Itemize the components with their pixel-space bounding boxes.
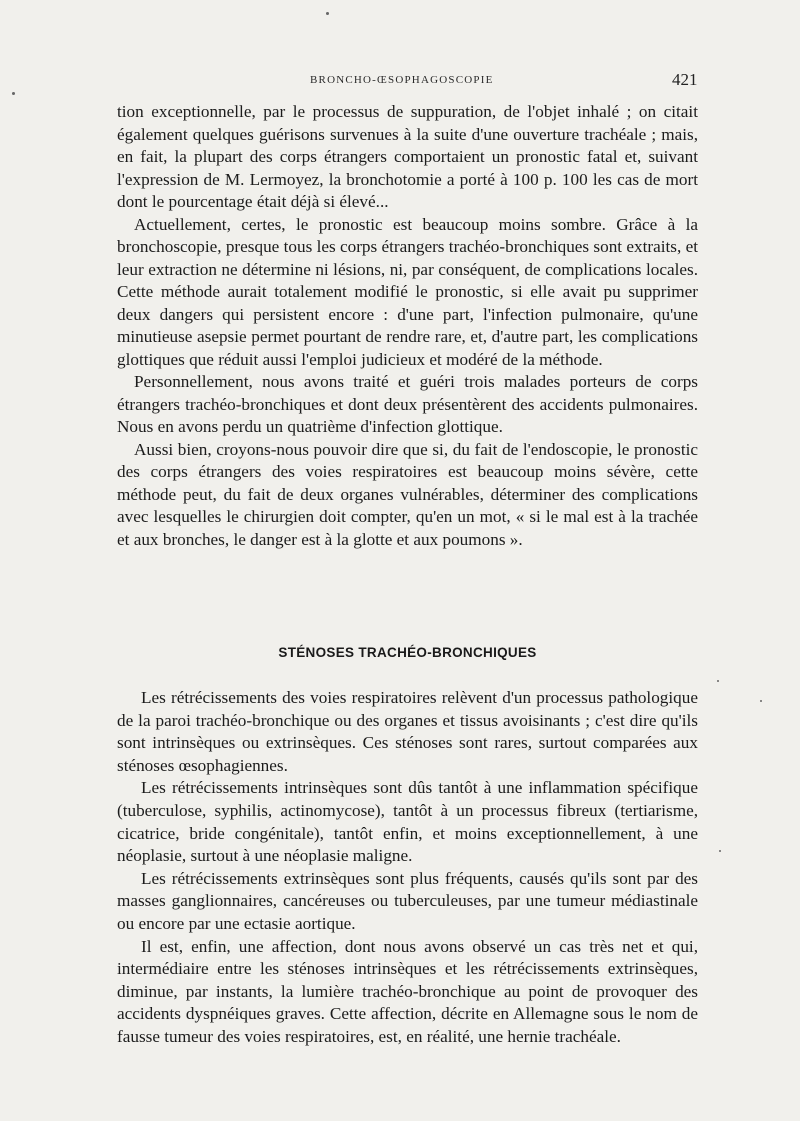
print-speck xyxy=(719,850,721,852)
print-speck xyxy=(760,700,762,702)
section-paragraph-2: Les rétrécissements intrinsèques sont dûs tantôt à une inflammation spécifique (tuberculose, syphilis, actinomycose), tantôt à un processus fibreux (tertiarisme, cicatrice, bride congénitale), tantôt enfin, et moins exceptionnellement, à une néoplasie, surtout à une néoplasie maligne. xyxy=(117,778,698,866)
page-number: 421 xyxy=(672,70,698,89)
section-heading: STÉNOSES TRACHÉO-BRONCHIQUES xyxy=(278,645,537,660)
paragraph-1: tion exceptionnelle, par le processus de suppuration, de l'objet inhalé ; on citait également quelques guérisons survenues à la suite d'une ouverture trachéale ; mais, en fait, la plupart des corps étrangers comportaient un pronostic fatal et, suivant l'expression de M. Lermoyez, la bronchotomie a porté à 100 p. 100 les cas de mort dont le pourcentage était déjà si élevé... xyxy=(117,102,698,211)
main-text xyxy=(117,101,698,551)
section-paragraph-4: Il est, enfin, une affection, dont nous avons observé un cas très net et qui, intermédiaire entre les sténoses intrinsèques et les rétrécissements extrinsèques, diminue, par instants, la lumière trachéo-bronchique au point de provoquer des accidents dyspnéiques graves. Cette affection, décrite en Allemagne sous le nom de fausse tumeur des voies respiratoires, est, en réalité, une hernie trachéale. xyxy=(117,936,698,1046)
section-paragraph-1: Les rétrécissements des voies respiratoires relèvent d'un processus pathologique de la paroi trachéo-bronchique ou des organes et tissus avoisinants ; c'est dire qu'ils sont intrinsèques ou extrinsèques. Ces sténoses sont rares, surtout comparées aux sténoses œsophagiennes. xyxy=(117,688,698,775)
print-speck xyxy=(717,680,719,682)
paragraph-4: Aussi bien, croyons-nous pouvoir dire que si, du fait de l'endoscopie, le pronostic des corps étrangers des voies respiratoires est beaucoup moins sévère, cette méthode peut, du fait de deux organes vulnérables, déterminer des complications avec lesquelles le chirurgien doit compter, qu'en un mot, « si le mal est à la trachée et aux bronches, le danger est à la glotte et aux poumons ». xyxy=(117,439,698,549)
paragraph-3: Personnellement, nous avons traité et guéri trois malades porteurs de corps étrangers trachéo-bronchiques et dont deux présentèrent des accidents pulmonaires. Nous en avons perdu un quatrième d'infection glottique. xyxy=(117,372,698,436)
section-paragraph-3: Les rétrécissements extrinsèques sont plus fréquents, causés qu'ils sont par des masses ganglionnaires, cancéreuses ou tuberculeuses, par une tumeur médiastinale ou encore par une ectasie aortique. xyxy=(117,868,698,933)
running-title: BRONCHO-ŒSOPHAGOSCOPIE xyxy=(310,74,494,86)
print-speck xyxy=(326,12,329,15)
print-speck xyxy=(12,92,15,95)
paragraph-2: Actuellement, certes, le pronostic est beaucoup moins sombre. Grâce à la bronchoscopie, presque tous les corps étrangers trachéo-bronchiques sont extraits, et leur extraction ne détermine ni lésions, ni, par conséquent, de complications locales. Cette méthode aurait totalement modifié le pronostic, si elle avait pu supprimer deux dangers qui persistent encore : d'une part, l'infection pulmonaire, qu'une minutieuse asepsie permet pourtant de rendre rare, et, d'autre part, les complications glottiques que réduit aussi l'emploi judicieux et modéré de la méthode. xyxy=(117,214,698,369)
section-text xyxy=(117,687,698,1049)
